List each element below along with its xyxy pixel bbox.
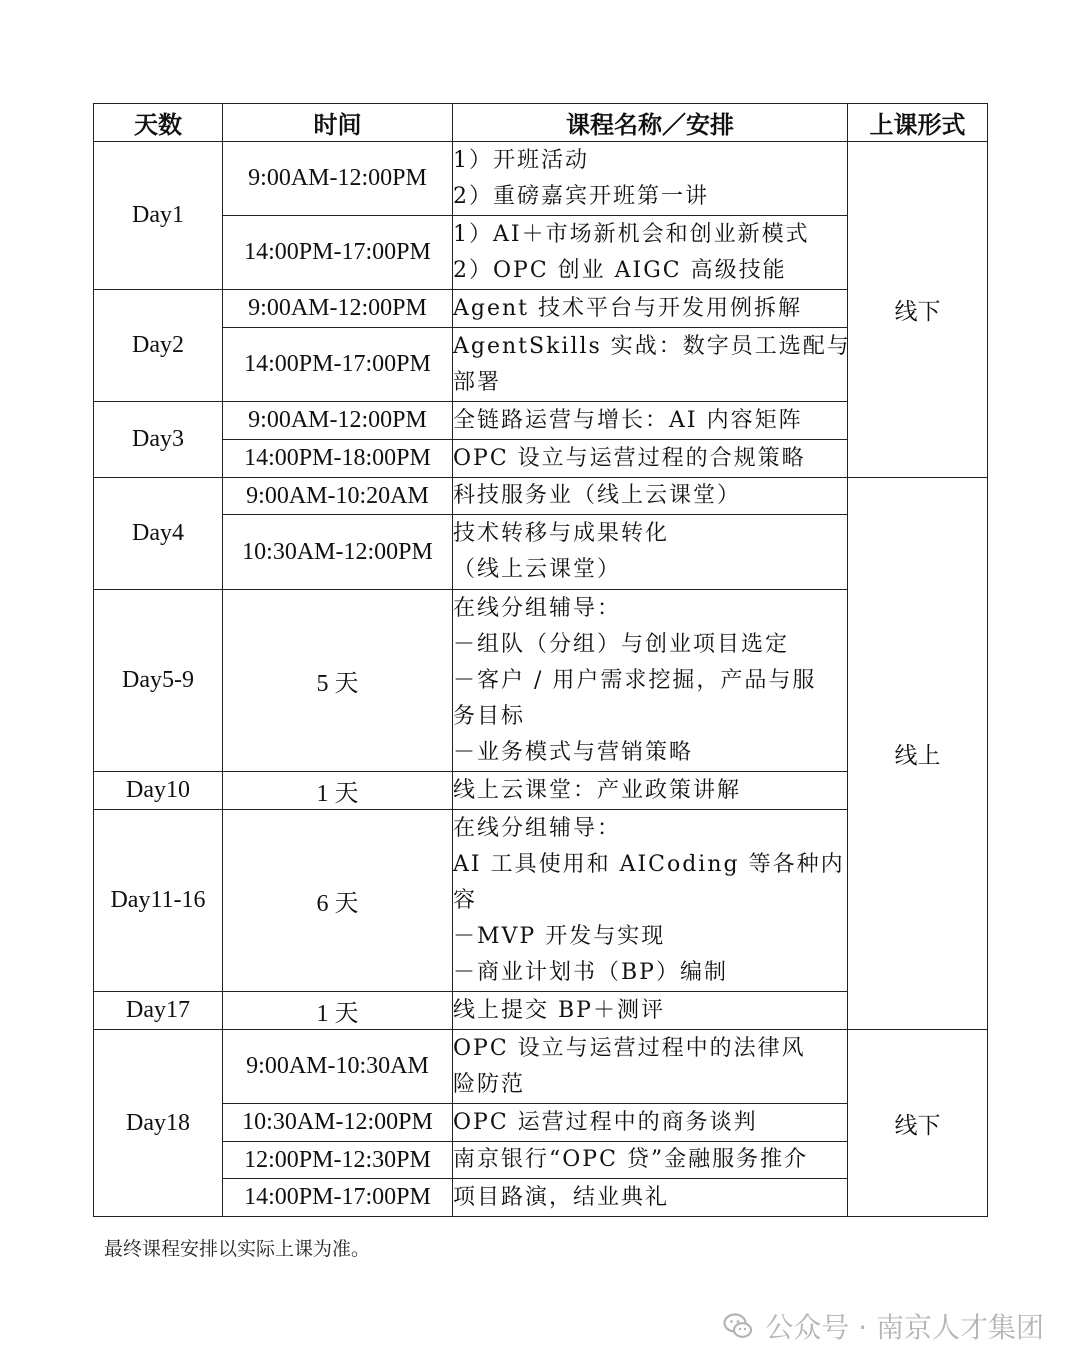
course-cell — [453, 1030, 848, 1104]
time-cell: 14:00PM-17:00PM — [223, 328, 453, 402]
course-line: 在线分组辅导： — [453, 595, 622, 621]
course-line: 线上云课堂：产业政策讲解 — [453, 777, 742, 803]
course-line: 2）重磅嘉宾开班第一讲 — [453, 183, 709, 209]
course-cell — [453, 1142, 848, 1179]
course-line: －组队（分组）与创业项目选定 — [453, 631, 790, 657]
day-cell: Day2 — [94, 290, 223, 402]
watermark-text: 公众号 · 南京人才集团 — [765, 1311, 1044, 1344]
table-row — [94, 142, 988, 216]
course-cell — [453, 1104, 848, 1142]
course-cell — [453, 328, 851, 402]
day-cell: Day10 — [94, 772, 223, 810]
time-cell: 10:30AM-12:00PM — [223, 1104, 453, 1142]
course-line: Agent 技术平台与开发用例拆解 — [453, 295, 802, 321]
course-cell — [453, 590, 848, 772]
time-cell: 9:00AM-12:00PM — [223, 402, 453, 440]
day-cell: Day5-9 — [94, 590, 223, 772]
course-cell — [453, 216, 848, 290]
course-line: 险防范 — [453, 1071, 526, 1097]
course-line: －业务模式与营销策略 — [453, 739, 694, 765]
course-line: 务目标 — [453, 703, 526, 729]
course-line: －客户 / 用户需求挖掘，产品与服 — [453, 667, 817, 693]
time-cell: 9:00AM-10:20AM — [223, 478, 453, 515]
course-line: 科技服务业（线上云课堂） — [453, 483, 742, 508]
time-cell: 10:30AM-12:00PM — [223, 515, 453, 590]
wechat-logo-icon — [723, 1311, 753, 1341]
table-row — [94, 1030, 988, 1104]
course-line: 部署 — [453, 369, 502, 395]
course-line: 2）OPC 创业 AIGC 高级技能 — [453, 257, 787, 283]
course-line: 全链路运营与增长：AI 内容矩阵 — [453, 407, 803, 433]
mode-cell: 线上 — [848, 478, 988, 1030]
time-cell: 9:00AM-10:30AM — [223, 1030, 453, 1104]
course-line: AI 工具使用和 AICoding 等各种内 — [453, 851, 845, 877]
course-line: 在线分组辅导： — [453, 815, 622, 841]
time-cell: 9:00AM-12:00PM — [223, 290, 453, 328]
header-course: 课程名称／安排 — [453, 104, 848, 142]
course-line: AgentSkills 实战：数字员工选配与 — [453, 333, 851, 359]
day-cell: Day17 — [94, 992, 223, 1030]
day-cell: Day3 — [94, 402, 223, 478]
course-schedule-table — [93, 103, 988, 1217]
course-line: －MVP 开发与实现 — [453, 923, 666, 949]
time-cell: 1 天 — [223, 772, 453, 810]
course-line: 技术转移与成果转化 — [453, 521, 670, 546]
time-cell: 14:00PM-18:00PM — [223, 440, 453, 478]
course-cell — [453, 440, 848, 478]
header-day: 天数 — [94, 104, 223, 142]
course-cell — [453, 478, 848, 515]
course-line: 项目路演，结业典礼 — [453, 1184, 670, 1210]
table-header-row — [94, 104, 988, 142]
time-cell: 5 天 — [223, 590, 453, 772]
time-cell: 9:00AM-12:00PM — [223, 142, 453, 216]
header-mode: 上课形式 — [848, 104, 988, 142]
time-cell: 14:00PM-17:00PM — [223, 216, 453, 290]
course-cell — [453, 515, 848, 590]
course-line: OPC 设立与运营过程中的法律风 — [453, 1035, 806, 1061]
course-line: OPC 运营过程中的商务谈判 — [453, 1109, 758, 1135]
day-cell: Day1 — [94, 142, 223, 290]
day-cell: Day18 — [94, 1030, 223, 1217]
course-line: 线上提交 BP＋测评 — [453, 997, 665, 1023]
course-line: 南京银行“OPC 贷”金融服务推介 — [453, 1147, 809, 1172]
header-time: 时间 — [223, 104, 453, 142]
day-cell: Day4 — [94, 478, 223, 590]
time-cell: 12:00PM-12:30PM — [223, 1142, 453, 1179]
course-line: 1）开班活动 — [453, 147, 589, 173]
course-cell — [453, 772, 848, 810]
course-cell — [453, 992, 848, 1030]
course-line: （线上云课堂） — [453, 557, 622, 582]
course-cell — [453, 1179, 848, 1217]
course-cell — [453, 290, 848, 328]
time-cell: 1 天 — [223, 992, 453, 1030]
time-cell: 6 天 — [223, 810, 453, 992]
course-cell — [453, 402, 848, 440]
course-cell — [453, 142, 848, 216]
course-line: OPC 设立与运营过程的合规策略 — [453, 445, 806, 471]
course-cell — [453, 810, 848, 992]
time-cell: 14:00PM-17:00PM — [223, 1179, 453, 1217]
course-line: 容 — [453, 887, 478, 913]
mode-cell: 线下 — [848, 142, 988, 478]
mode-cell: 线下 — [848, 1030, 988, 1217]
table-row — [94, 478, 988, 515]
course-line: －商业计划书（BP）编制 — [453, 959, 728, 985]
watermark — [723, 1306, 1044, 1346]
schedule-footnote: 最终课程安排以实际上课为准。 — [104, 1238, 371, 1260]
course-line: 1）AI＋市场新机会和创业新模式 — [453, 221, 810, 247]
day-cell: Day11-16 — [94, 810, 223, 992]
